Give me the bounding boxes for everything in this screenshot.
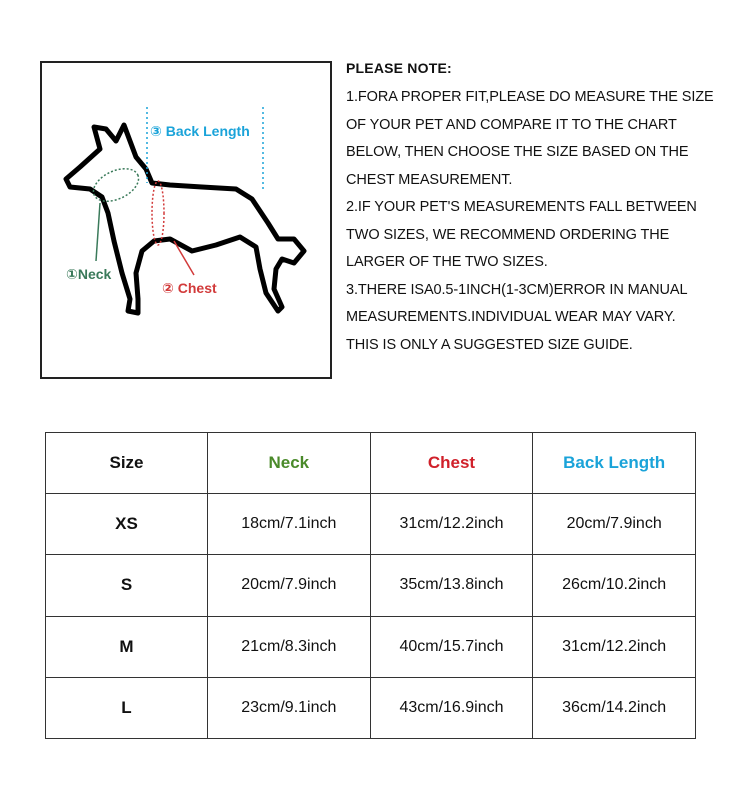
note-line: 3.THERE ISA0.5-1INCH(1-3CM)ERROR IN MANUAL: [346, 281, 688, 298]
chest-cell: 35cm/13.8inch: [370, 555, 533, 616]
header-back-length: Back Length: [533, 433, 696, 494]
back-length-label: ③ Back Length: [150, 123, 250, 139]
note-line: BELOW, THEN CHOOSE THE SIZE BASED ON THE: [346, 144, 689, 160]
note-line: MEASUREMENTS.INDIVIDUAL WEAR MAY VARY.: [346, 309, 676, 325]
neck-pointer-line: [96, 203, 100, 261]
note-line: 1.FORA PROPER FIT,PLEASE DO MEASURE THE SIZE: [346, 89, 714, 105]
size-chart-table: [45, 432, 696, 739]
size-cell: XS: [46, 494, 208, 555]
chest-measure-ring: [152, 181, 164, 245]
table-row: [46, 677, 696, 738]
note-line: THIS IS ONLY A SUGGESTED SIZE GUIDE.: [346, 336, 633, 353]
chest-label: ② Chest: [162, 280, 217, 296]
size-cell: M: [46, 616, 208, 677]
chest-cell: 31cm/12.2inch: [370, 494, 533, 555]
chest-cell: 40cm/15.7inch: [370, 616, 533, 677]
back-length-cell: 31cm/12.2inch: [533, 616, 696, 677]
neck-cell: 21cm/8.3inch: [208, 616, 371, 677]
size-cell: S: [46, 555, 208, 616]
size-cell: L: [46, 677, 208, 738]
back-length-cell: 36cm/14.2inch: [533, 677, 696, 738]
dog-silhouette-icon: [42, 63, 330, 377]
neck-label: ①Neck: [66, 266, 112, 282]
header-size: Size: [46, 433, 208, 494]
table-header-row: [46, 433, 696, 494]
table-row: [46, 616, 696, 677]
chest-cell: 43cm/16.9inch: [370, 677, 533, 738]
note-line: CHEST MEASUREMENT.: [346, 171, 513, 188]
back-length-cell: 20cm/7.9inch: [533, 494, 696, 555]
header-chest: Chest: [370, 433, 533, 494]
header-neck: Neck: [208, 433, 371, 494]
table-row: [46, 494, 696, 555]
note-line: TWO SIZES, WE RECOMMEND ORDERING THE: [346, 226, 670, 243]
neck-cell: 18cm/7.1inch: [208, 494, 371, 555]
neck-cell: 20cm/7.9inch: [208, 555, 371, 616]
table-row: [46, 555, 696, 616]
note-title: PLEASE NOTE:: [346, 60, 452, 76]
back-length-cell: 26cm/10.2inch: [533, 555, 696, 616]
neck-cell: 23cm/9.1inch: [208, 677, 371, 738]
neck-measure-ring: [88, 162, 143, 208]
measurement-illustration: [40, 61, 332, 379]
note-line: LARGER OF THE TWO SIZES.: [346, 254, 548, 270]
note-line: OF YOUR PET AND COMPARE IT TO THE CHART: [346, 116, 677, 133]
size-note: [346, 60, 726, 359]
note-line: 2.IF YOUR PET'S MEASUREMENTS FALL BETWEEN: [346, 199, 697, 215]
